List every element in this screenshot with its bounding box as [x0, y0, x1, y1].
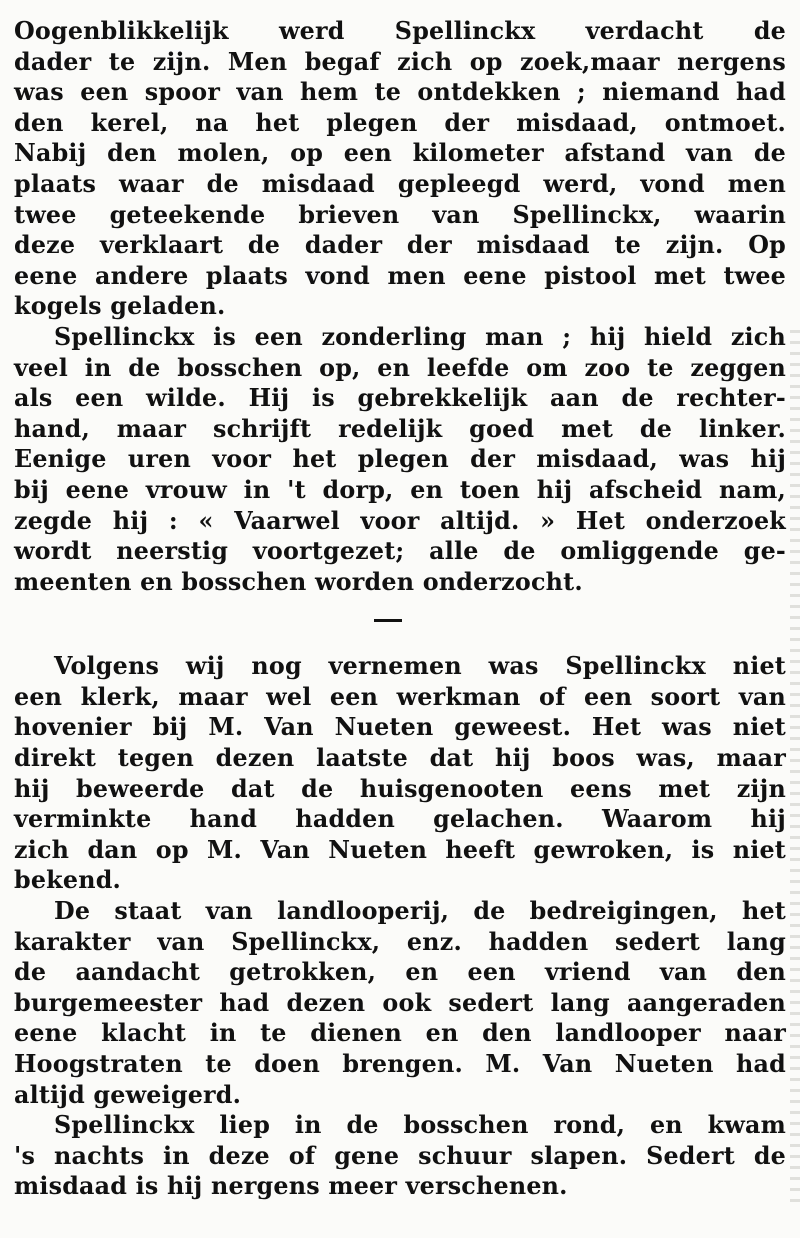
text-line: kogels geladen.: [14, 292, 226, 321]
text-line: bekend.: [14, 866, 122, 895]
text-line: plaats waar de misdaad gepleegd werd, vond men: [14, 169, 786, 198]
paragraph-2: [14, 322, 786, 597]
text-line: hij beweerde dat de huisgenooten eens met zijn: [14, 774, 786, 803]
text-line: verminkte hand hadden gelachen. Waarom hij: [14, 805, 786, 834]
paragraph-1: [14, 16, 786, 322]
text-line: veel in de bosschen op, en leefde om zoo te zeggen: [14, 353, 786, 382]
text-line: direkt tegen dezen laatste dat hij boos was, maar: [14, 744, 786, 773]
page-edge-artifact: [790, 330, 800, 1210]
text-line: den kerel, na het plegen der misdaad, ontmoet.: [14, 108, 786, 137]
section-separator-glyph: [376, 601, 394, 632]
text-line: wordt neerstig voortgezet; alle de omliggende ge-: [14, 537, 786, 566]
text-line: meenten en bosschen worden onderzocht.: [14, 567, 583, 596]
text-line: De staat van landlooperij, de bedreigingen, het: [54, 897, 786, 926]
text-line: eene andere plaats vond men eene pistool met twee: [14, 261, 786, 290]
text-line: een klerk, maar wel een werkman of een soort van: [14, 682, 786, 711]
text-line: Hoogstraten te doen brengen. M. Van Nueten had: [14, 1050, 786, 1078]
text-line: zich dan op M. Van Nueten heeft gewroken, is niet: [14, 835, 786, 864]
text-line: Oogenblikkelijk werd Spellinckx verdacht de: [14, 17, 786, 45]
paragraph-3: [14, 651, 786, 896]
section-separator-wrap: [14, 597, 786, 651]
paragraph-4: [14, 896, 786, 1110]
paragraph-5: [14, 1110, 786, 1202]
text-line: 's nachts in deze of gene schuur slapen. Sedert de: [14, 1141, 786, 1170]
text-line: zegde hij : « Vaarwel voor altijd. » Het onderzoek: [14, 506, 786, 535]
text-line: dader te zijn. Men begaf zich op zoek,maar nergens: [14, 47, 786, 76]
text-line: eene klacht in te dienen en den landlooper naar: [14, 1019, 786, 1048]
text-line: Spellinckx liep in de bosschen rond, en kwam: [54, 1111, 786, 1140]
text-line: deze verklaart de dader der misdaad te zijn. Op: [14, 231, 786, 260]
text-line: burgemeester had dezen ook sedert lang aangeraden: [14, 988, 786, 1017]
text-line: hovenier bij M. Van Nueten geweest. Het was niet: [14, 713, 786, 742]
text-line: hand, maar schrijft redelijk goed met de linker.: [14, 414, 786, 443]
text-line: twee geteekende brieven van Spellinckx, waarin: [14, 200, 786, 229]
text-line: Spellinckx is een zonderling man ; hij hield zich: [54, 322, 786, 351]
text-line: bij eene vrouw in 't dorp, en toen hij afscheid nam,: [14, 475, 786, 504]
text-line: Eenige uren voor het plegen der misdaad, was hij: [14, 445, 786, 474]
article-column: [14, 16, 786, 1202]
text-line: Nabij den molen, op een kilometer afstand van de: [14, 139, 786, 168]
text-line: was een spoor van hem te ontdekken ; niemand had: [14, 78, 786, 107]
text-line: karakter van Spellinckx, enz. hadden sedert lang: [14, 927, 786, 956]
text-line: altijd geweigerd.: [14, 1080, 242, 1109]
text-line: de aandacht getrokken, en een vriend van den: [14, 958, 786, 987]
text-line: Volgens wij nog vernemen was Spellinckx niet: [54, 652, 786, 681]
text-line: als een wilde. Hij is gebrekkelijk aan de rechter-: [14, 384, 786, 413]
text-line: misdaad is hij nergens meer verschenen.: [14, 1172, 568, 1201]
